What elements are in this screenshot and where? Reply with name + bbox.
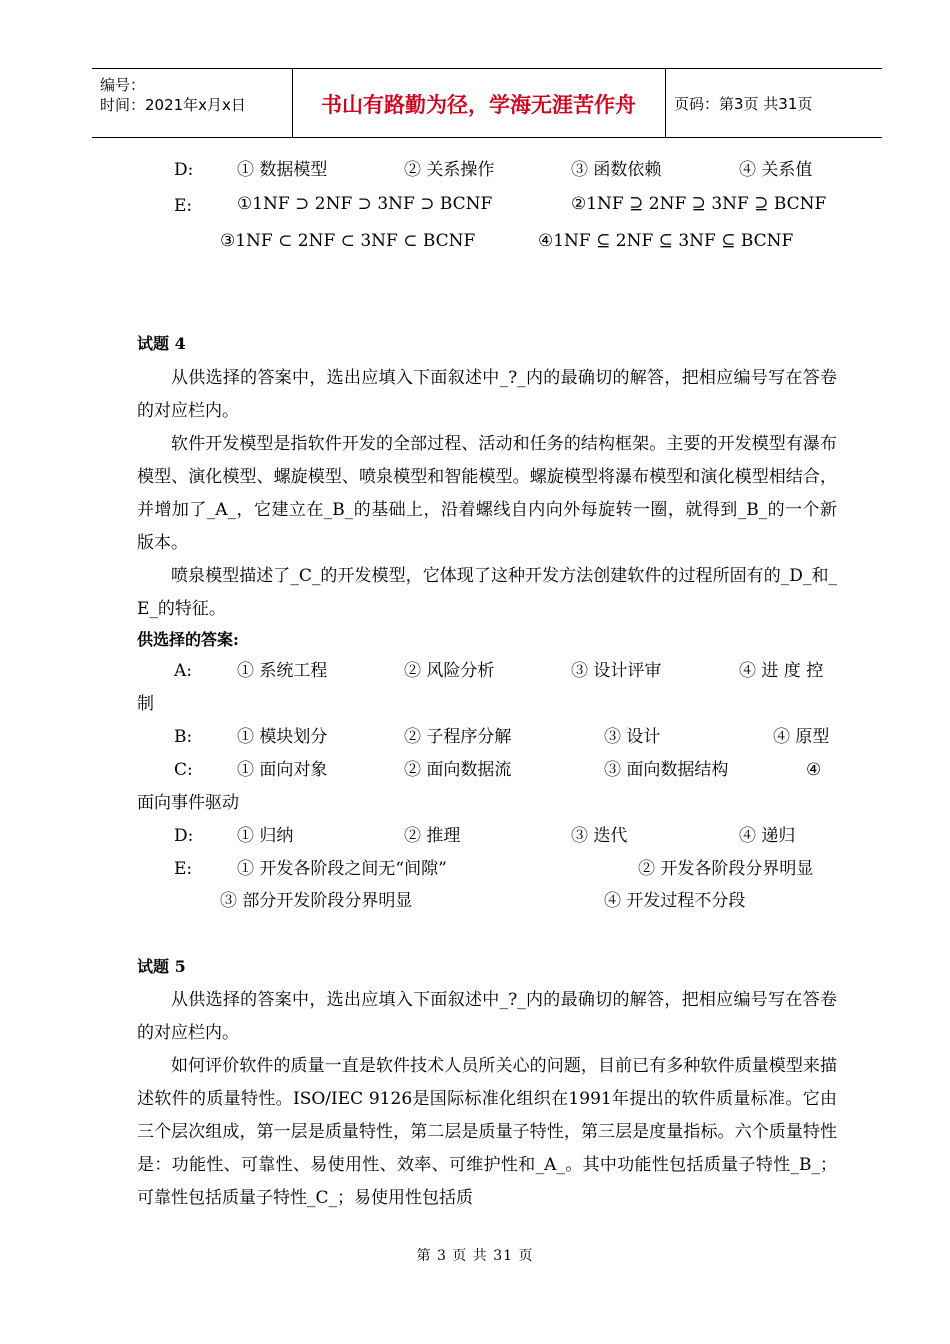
time-label: 时间：2021年x月x日 — [100, 96, 246, 114]
option-label: D: — [174, 826, 194, 846]
option-item: ④ 开发过程不分段 — [604, 891, 746, 911]
option-item: ① 系统工程 — [237, 661, 328, 681]
option-item-continued: 面向事件驱动 — [137, 793, 239, 813]
option-label: A: — [174, 661, 193, 681]
option-item: ④ 关系值 — [739, 160, 813, 180]
page-header — [92, 68, 882, 138]
question-paragraph: 喷泉模型描述了_C_的开发模型，它体现了这种开发方法创建软件的过程所固有的_D_和_E_的特征。 — [137, 566, 837, 619]
question-paragraph: 如何评价软件的质量一直是软件技术人员所关心的问题，目前已有多种软件质量模型来描述软件的质量特性。ISO/IEC 9126是国际标准化组织在1991年提出的软件质量标准。它由三个层次组成，第一层是质量特性，第二层是质量子特性，第三层是度量指标。六个质量特性是：功能性、可靠性、易使用性、效率、可维护性和_A_。其中功能性包括质量子特性_B_；可靠性包括质量子特性_C_；易使用性包括质 — [137, 1056, 837, 1208]
option-item: ④ 原型 — [773, 727, 830, 747]
page-footer: 第 3 页 共 31 页 — [416, 1248, 534, 1264]
option-item: ② 子程序分解 — [404, 727, 512, 747]
option-label: D: — [174, 160, 194, 180]
question-title: 试题 5 — [137, 957, 186, 976]
option-item: ① 开发各阶段之间无“间隙” — [237, 859, 447, 879]
option-item: ③ 迭代 — [571, 826, 628, 846]
question-title: 试题 4 — [137, 334, 186, 353]
option-label: C: — [174, 760, 193, 780]
number-label: 编号： — [100, 76, 146, 94]
header-divider — [665, 69, 666, 137]
option-item: ④ — [806, 760, 822, 780]
option-item: ③ 设计评审 — [571, 661, 662, 681]
option-item-continued: 制 — [137, 694, 154, 714]
option-item: ① 归纳 — [237, 826, 294, 846]
option-item: ② 面向数据流 — [404, 760, 512, 780]
option-label: E: — [174, 196, 193, 216]
option-item: ③ 面向数据结构 — [604, 760, 729, 780]
question-paragraph: 软件开发模型是指软件开发的全部过程、活动和任务的结构框架。主要的开发模型有瀑布模型、演化模型、螺旋模型、喷泉模型和智能模型。螺旋模型将瀑布模型和演化模型相结合，并增加了_A_，它建立在_B_的基础上，沿着螺线自内向外每旋转一圈，就得到_B_的一个新版本。 — [137, 434, 837, 553]
header-left — [100, 75, 246, 115]
option-item: ④1NF ⊆ 2NF ⊆ 3NF ⊆ BCNF — [538, 231, 794, 251]
option-item: ③ 部分开发阶段分界明显 — [220, 891, 413, 911]
header-motto: 书山有路勤为径，学海无涯苦作舟 — [321, 93, 636, 117]
option-item: ③ 函数依赖 — [571, 160, 662, 180]
option-item: ②1NF ⊇ 2NF ⊇ 3NF ⊇ BCNF — [571, 194, 827, 214]
option-item: ④ 进 度 控 — [739, 661, 824, 681]
option-item: ① 面向对象 — [237, 760, 328, 780]
option-item: ④ 递归 — [739, 826, 796, 846]
answers-heading: 供选择的答案: — [137, 630, 239, 649]
option-item: ③ 设计 — [604, 727, 661, 747]
option-item: ① 数据模型 — [237, 160, 328, 180]
option-label: B: — [174, 727, 193, 747]
header-page-number: 页码：第3页 共31页 — [674, 95, 813, 113]
question-instruction: 从供选择的答案中，选出应填入下面叙述中_?_内的最确切的解答，把相应编号写在答卷的对应栏内。 — [137, 368, 837, 421]
option-item: ② 风险分析 — [404, 661, 495, 681]
option-item: ①1NF ⊃ 2NF ⊃ 3NF ⊃ BCNF — [237, 194, 493, 214]
option-label: E: — [174, 859, 193, 879]
option-item: ③1NF ⊂ 2NF ⊂ 3NF ⊂ BCNF — [220, 231, 476, 251]
option-item: ② 开发各阶段分界明显 — [638, 859, 814, 879]
option-item: ② 推理 — [404, 826, 461, 846]
option-item: ① 模块划分 — [237, 727, 328, 747]
option-item: ② 关系操作 — [404, 160, 495, 180]
question-instruction: 从供选择的答案中，选出应填入下面叙述中_?_内的最确切的解答，把相应编号写在答卷的对应栏内。 — [137, 990, 837, 1043]
